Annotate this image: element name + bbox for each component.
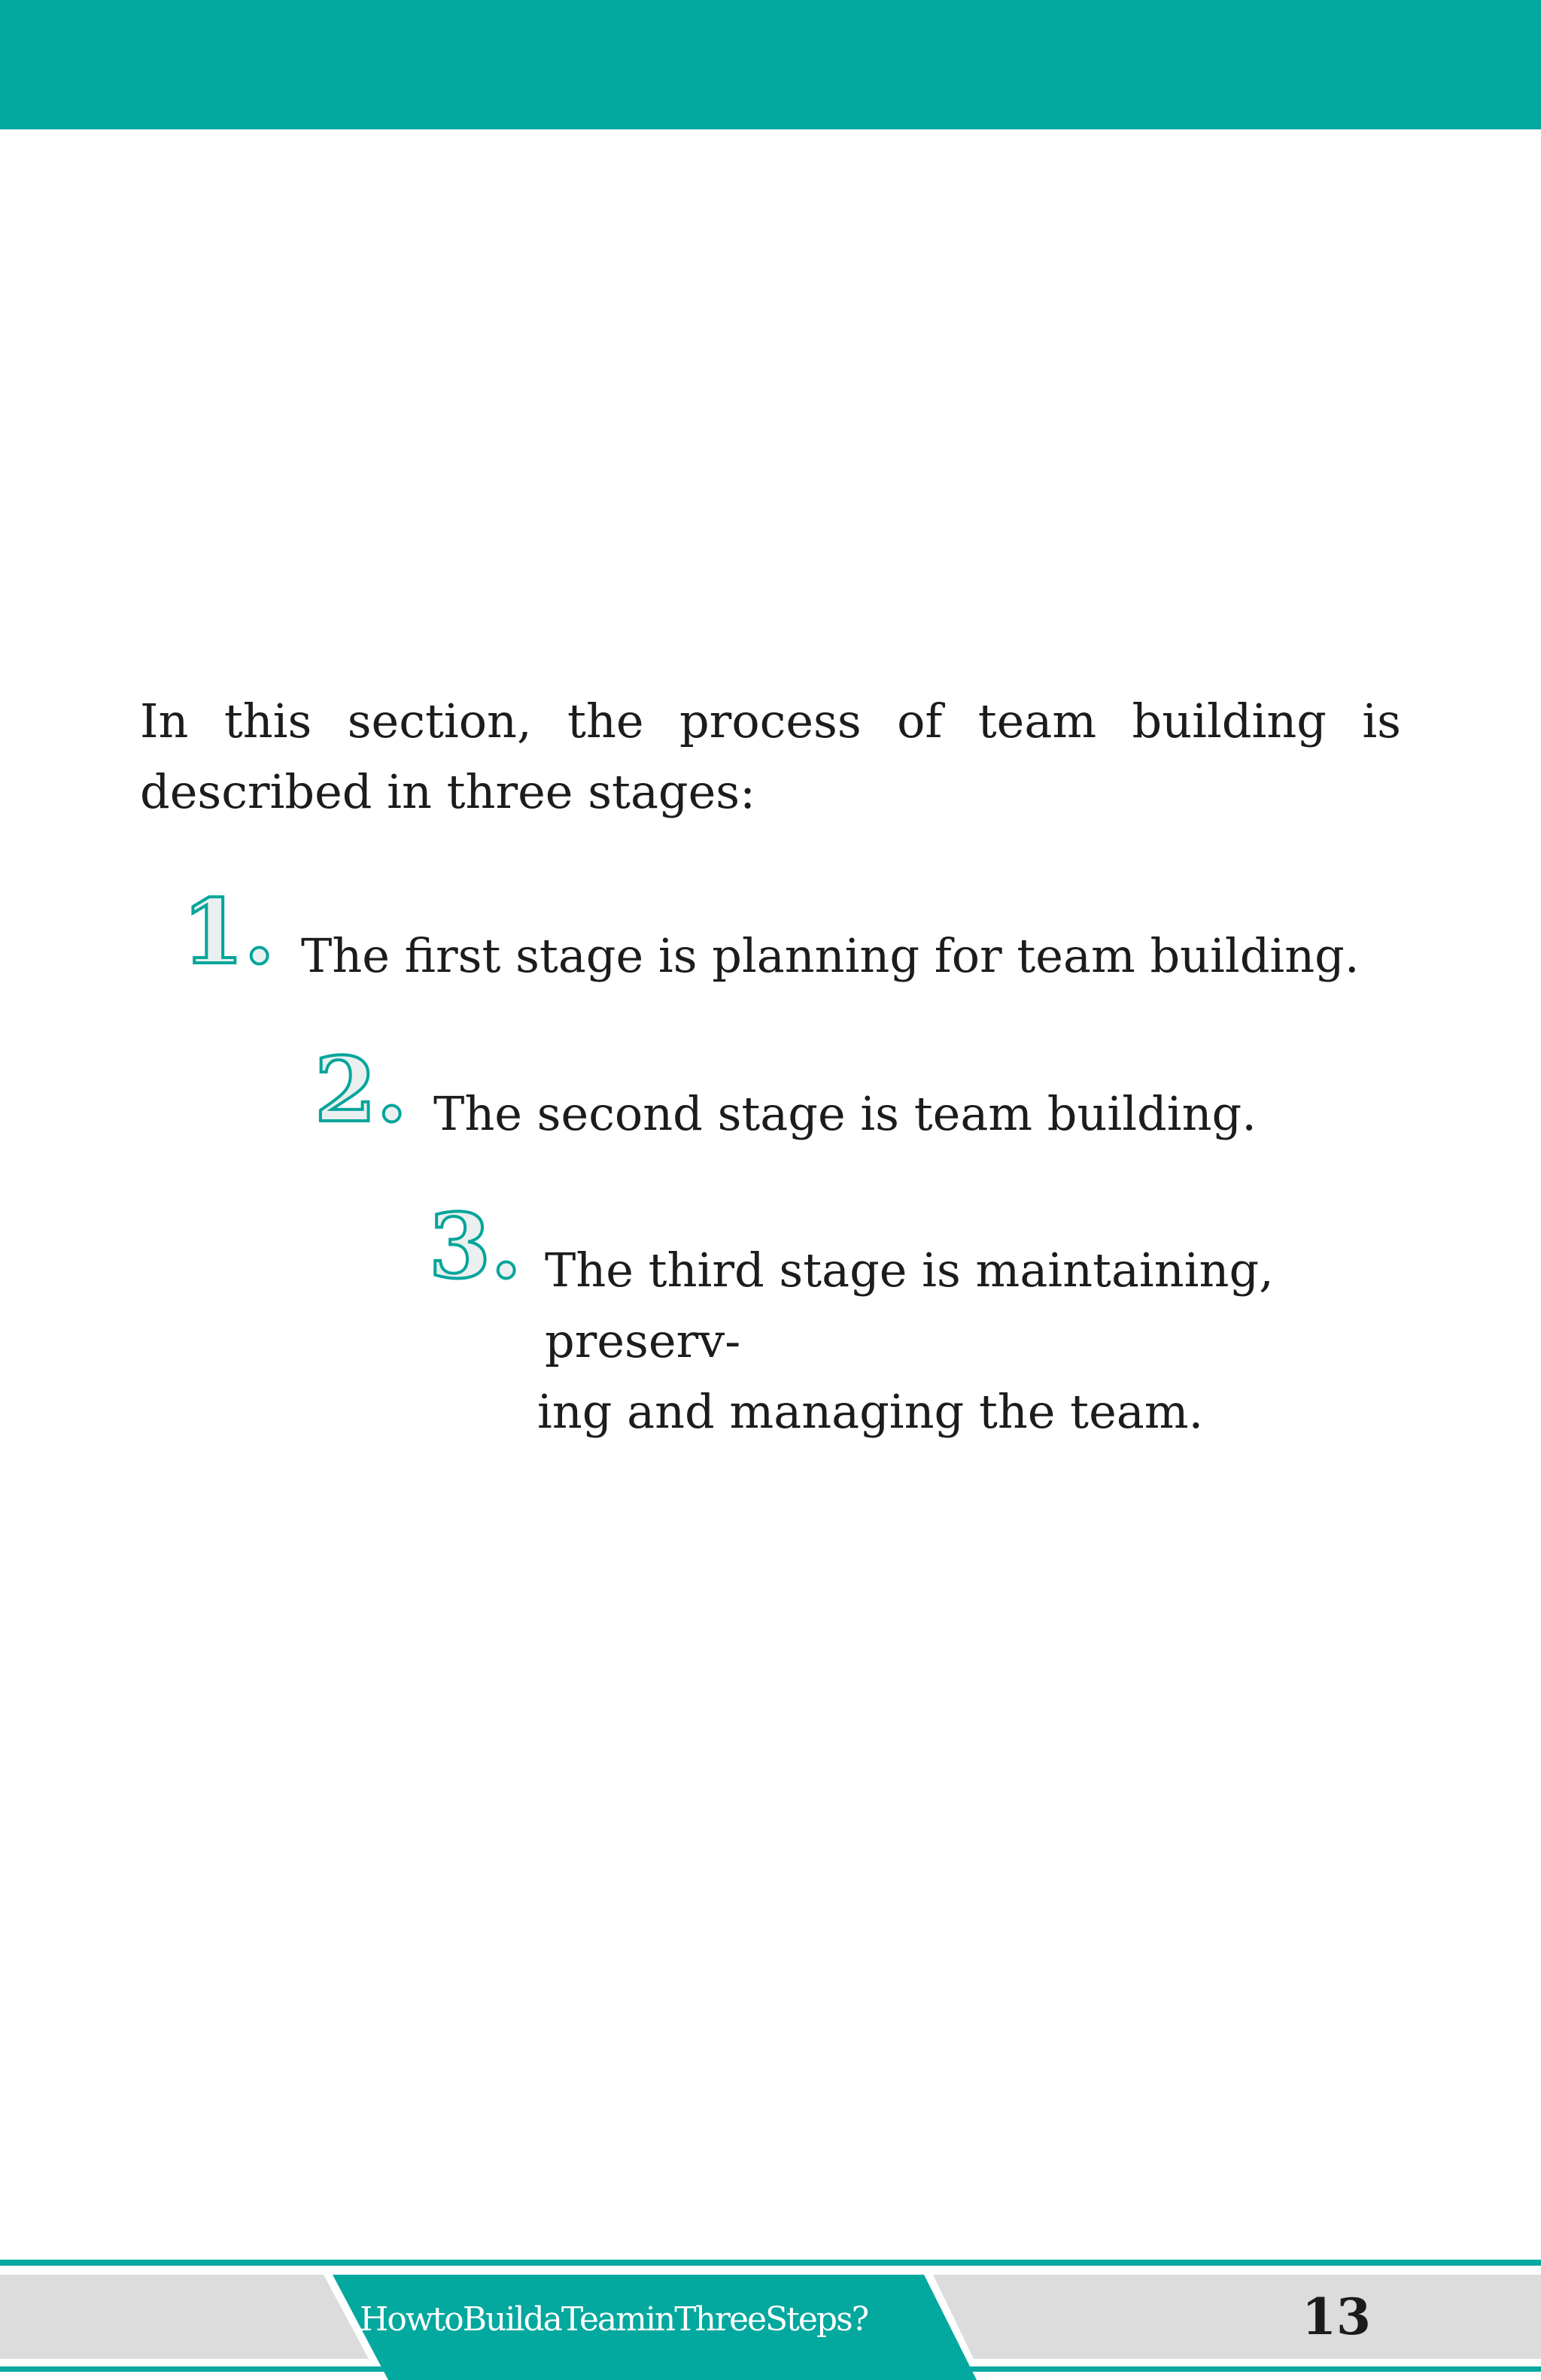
header-band — [0, 0, 1541, 129]
svg-text:3.: 3. — [429, 1194, 522, 1298]
stage-number-3-icon — [426, 1194, 522, 1298]
page-number: 13 — [1302, 2287, 1371, 2346]
stage-text-3-line-2: ing and managing the team. — [537, 1384, 1204, 1439]
stage-number-2-icon — [312, 1037, 408, 1142]
footer-left-panel — [0, 2275, 369, 2359]
intro-paragraph: In this section, the process of team building is described in three stages: — [140, 694, 1401, 819]
svg-text:1.: 1. — [182, 879, 275, 984]
stage-text-1: The first stage is planning for team building. — [301, 928, 1360, 983]
footer-top-rule — [0, 2260, 1541, 2266]
footer-book-title: HowtoBuildaTeaminThreeSteps? — [360, 2300, 868, 2339]
stage-text-2: The second stage is team building. — [433, 1086, 1257, 1141]
stage-text-3-line-1: The third stage is maintaining, preserv- — [545, 1243, 1274, 1368]
stage-number-1-icon — [179, 879, 275, 984]
svg-text:2.: 2. — [315, 1037, 408, 1142]
footer-right-panel — [933, 2275, 1541, 2359]
footer — [0, 2260, 1541, 2380]
stage-text-3 — [537, 1235, 1403, 1447]
